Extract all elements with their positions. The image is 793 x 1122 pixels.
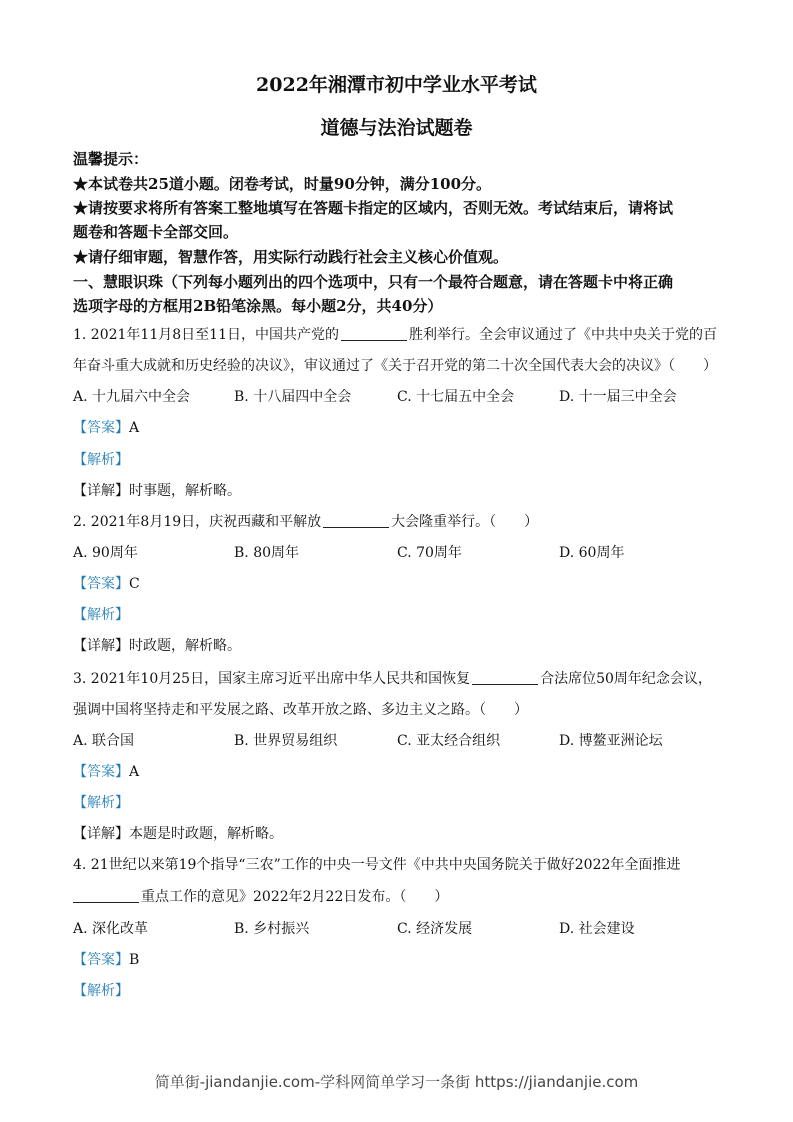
exam-subtitle: 道德与法治试题卷 — [320, 117, 473, 139]
q2-post: 大会隆重举行。（ ） — [391, 514, 539, 530]
q3-option-b: B. 世界贸易组织 — [234, 733, 338, 749]
q2-option-c: C. 70周年 — [397, 545, 462, 561]
detail-text: 时政题，解析略。 — [129, 638, 241, 654]
exam-title: 2022年湘潭市初中学业水平考试 — [256, 74, 537, 96]
q4-option-c: C. 经济发展 — [397, 921, 473, 937]
q3-option-d: D. 博鳌亚洲论坛 — [559, 733, 663, 749]
q2-option-d: D. 60周年 — [559, 545, 625, 561]
answer-value: A — [129, 420, 140, 436]
q1-analysis-tag: 【解析】 — [73, 452, 129, 468]
q2-detail — [73, 635, 241, 655]
q2-analysis-tag: 【解析】 — [73, 607, 129, 623]
q4-post: 重点工作的意见》2022年2月22日发布。（ ） — [141, 889, 449, 905]
question-3-line-1 — [73, 668, 712, 688]
q3-blank — [472, 670, 538, 685]
q4-analysis-tag: 【解析】 — [73, 983, 129, 999]
detail-tag: 【详解】 — [73, 483, 129, 499]
q3-post: 合法席位50周年纪念会议， — [540, 671, 712, 687]
q3-analysis-tag: 【解析】 — [73, 795, 129, 811]
q1-answer — [73, 417, 139, 437]
answer-value: A — [129, 764, 140, 780]
tip-3: ★请仔细审题，智慧作答，用实际行动践行社会主义核心价值观。 — [73, 248, 509, 266]
detail-text: 时事题，解析略。 — [129, 483, 241, 499]
answer-tag: 【答案】 — [73, 952, 129, 968]
q2-answer — [73, 573, 140, 593]
q1-option-d: D. 十一届三中全会 — [559, 389, 677, 405]
q1-detail — [73, 480, 241, 500]
tip-2a: ★请按要求将所有答案工整地填写在答题卡指定的区域内，否则无效。考试结束后，请将试 — [73, 199, 674, 217]
q4-blank — [73, 888, 139, 903]
q3-pre: 3. 2021年10月25日，国家主席习近平出席中华人民共和国恢复 — [73, 671, 471, 687]
answer-tag: 【答案】 — [73, 764, 129, 780]
q1-option-a: A. 十九届六中全会 — [73, 389, 191, 405]
q1-blank — [341, 326, 407, 341]
q4-answer — [73, 949, 139, 969]
q3-answer — [73, 761, 139, 781]
question-2-line-1 — [73, 511, 538, 531]
answer-tag: 【答案】 — [73, 576, 129, 592]
question-4-line-1: 4. 21世纪以来第19个指导“三农”工作的中央一号文件《中共中央国务院关于做好2022年全面推进 — [73, 857, 681, 873]
q3-detail — [73, 823, 283, 843]
q1-option-b: B. 十八届四中全会 — [234, 389, 352, 405]
detail-tag: 【详解】 — [73, 826, 129, 842]
question-1-line-1 — [73, 324, 717, 344]
page-footer: 简单街-jiandanjie.com-学科网简单学习一条街 https://jiandanjie.com — [154, 1073, 639, 1091]
q3-option-a: A. 联合国 — [73, 733, 135, 749]
tip-1: ★本试卷共25道小题。闭卷考试，时量90分钟，满分100分。 — [73, 175, 492, 193]
q4-option-a: A. 深化改革 — [73, 921, 149, 937]
section-heading-1: 一、慧眼识珠（下列每小题列出的四个选项中，只有一个最符合题意，请在答题卡中将正确 — [73, 273, 674, 291]
q4-option-d: D. 社会建设 — [559, 921, 635, 937]
q3-option-c: C. 亚太经合组织 — [397, 733, 501, 749]
question-4-line-2 — [73, 886, 448, 906]
detail-text: 本题是时政题，解析略。 — [129, 826, 283, 842]
q1-option-c: C. 十七届五中全会 — [397, 389, 515, 405]
q2-option-b: B. 80周年 — [234, 545, 300, 561]
question-3-line-2: 强调中国将坚持走和平发展之路、改革开放之路、多边主义之路。（ ） — [73, 702, 528, 718]
question-1-line-2: 年奋斗重大成就和历史经验的决议》，审议通过了《关于召开党的第二十次全国代表大会的决议》（ ） — [73, 358, 717, 374]
answer-value: B — [129, 952, 140, 968]
detail-tag: 【详解】 — [73, 638, 129, 654]
q1-post: 胜利举行。全会审议通过了《中共中央关于党的百 — [408, 327, 717, 343]
q4-option-b: B. 乡村振兴 — [234, 921, 310, 937]
q2-option-a: A. 90周年 — [73, 545, 138, 561]
q1-pre: 1. 2021年11月8日至11日，中国共产党的 — [73, 327, 339, 343]
answer-value: C — [129, 576, 140, 592]
q2-pre: 2. 2021年8月19日，庆祝西藏和平解放 — [73, 514, 322, 530]
tip-2b: 题卷和答题卡全部交回。 — [73, 223, 239, 241]
answer-tag: 【答案】 — [73, 420, 129, 436]
tips-heading: 温馨提示： — [73, 150, 149, 168]
q2-blank — [323, 513, 389, 528]
section-heading-2: 选项字母的方框用2B铅笔涂黑。每小题2分，共40分） — [73, 297, 443, 315]
